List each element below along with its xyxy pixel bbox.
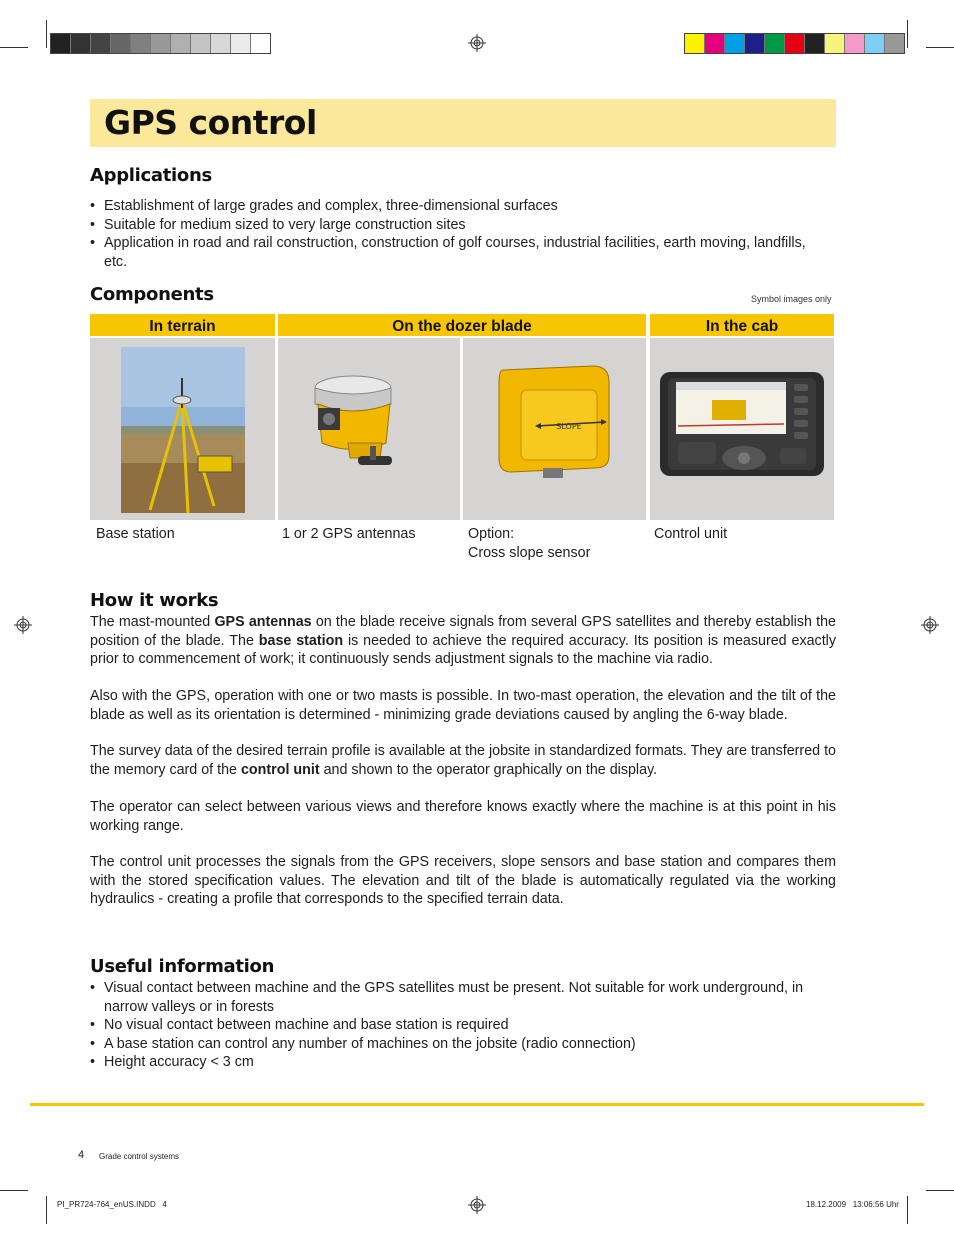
- control-unit-term: control unit: [240, 761, 320, 778]
- list-item: • Height accuracy < 3 cm: [90, 1053, 820, 1072]
- gps-antennas-term: GPS antennas: [214, 614, 312, 630]
- print-timestamp: 18.12.2009 13:06:56 Uhr: [806, 1200, 899, 1209]
- registration-mark-icon: [468, 1196, 486, 1214]
- base-station-image: [90, 338, 275, 520]
- how-it-works-paragraph-4: The operator can select between various views and therefore knows exactly where the machine is at this point in his working range.: [90, 799, 836, 834]
- list-item: • Visual contact between machine and the GPS satellites must be present. Not suitable for work underground, in narrow valleys or in forests: [90, 979, 820, 1016]
- slope-sensor-image-cell: [463, 338, 646, 520]
- base-station-caption: Base station: [96, 526, 175, 542]
- option-caption: [468, 525, 590, 562]
- gps-antenna-image-cell: [278, 338, 460, 520]
- how-it-works-paragraph-2: Also with the GPS, operation with one or two masts is possible. In two-mast operation, the elevation and the tilt of the blade as well as its orientation is determined - minimizing grade deviations caused by angling the 6-way blade.: [90, 688, 836, 723]
- gray-color-bar: [50, 33, 271, 54]
- how-it-works-paragraph-1: The mast-mounted GPS antennas on the blade receive signals from several GPS satellites and thereby establish the position of the blade. The base station is needed to achieve the required accuracy. Its position is measured exactly prior to commencement of work; it continuously sends adjustment signals to the machine via radio.: [90, 614, 836, 668]
- list-item: • Establishment of large grades and complex, three-dimensional surfaces: [90, 197, 830, 216]
- column-header-terrain: In terrain: [90, 314, 275, 336]
- useful-information-list: [90, 979, 820, 1072]
- option-caption-line2: Cross slope sensor: [468, 544, 591, 561]
- slope-sensor-image: [463, 338, 646, 520]
- column-header-dozer-blade: On the dozer blade: [278, 314, 646, 336]
- option-caption-line1: Option:: [468, 526, 515, 542]
- base-station-image-cell: [90, 338, 275, 520]
- applications-list: [90, 197, 830, 271]
- sensor-label: SLOPE: [556, 422, 582, 431]
- applications-heading: Applications: [90, 165, 212, 186]
- list-item: • Suitable for medium sized to very large construction sites: [90, 216, 830, 235]
- gps-antenna-image: [278, 338, 460, 520]
- useful-information-heading: Useful information: [90, 956, 275, 977]
- file-name: PI_PR724-764_enUS.INDD 4: [57, 1200, 167, 1209]
- page-title: GPS control: [104, 103, 317, 142]
- control-unit-caption: Control unit: [654, 526, 728, 542]
- how-it-works-paragraph-3: The survey data of the desired terrain profile is available at the jobsite in standardized formats. They are transferred to the memory card of the control unit and shown to the operator graphically on the display.: [90, 743, 836, 778]
- process-color-bar: [684, 33, 905, 54]
- registration-mark-icon: [468, 34, 486, 52]
- title-bar: [90, 99, 836, 147]
- footer-rule: [30, 1103, 924, 1106]
- list-item: • A base station can control any number of machines on the jobsite (radio connection): [90, 1035, 820, 1054]
- control-unit-image: [650, 338, 834, 520]
- registration-mark-icon: [921, 616, 939, 634]
- symbol-images-note: Symbol images only: [751, 294, 832, 304]
- page-number: 4: [78, 1149, 85, 1161]
- base-station-term: base station: [258, 632, 344, 649]
- antennas-caption: 1 or 2 GPS antennas: [282, 526, 416, 542]
- list-item: • Application in road and rail construction, construction of golf courses, industrial facilities, earth moving, landfills, etc.: [90, 234, 816, 271]
- footer-section-label: Grade control systems: [99, 1152, 180, 1161]
- column-header-cab: In the cab: [650, 314, 834, 336]
- how-it-works-heading: How it works: [90, 590, 219, 611]
- components-heading: Components: [90, 284, 214, 305]
- registration-mark-icon: [14, 616, 32, 634]
- list-item: • No visual contact between machine and base station is required: [90, 1016, 820, 1035]
- how-it-works-paragraph-5: The control unit processes the signals from the GPS receivers, slope sensors and base station and compares them with the stored specification values. The elevation and tilt of the blade is automatically regulated via the working hydraulics - creating a profile that corresponds to the specified terrain data.: [90, 854, 836, 908]
- control-unit-image-cell: [650, 338, 834, 520]
